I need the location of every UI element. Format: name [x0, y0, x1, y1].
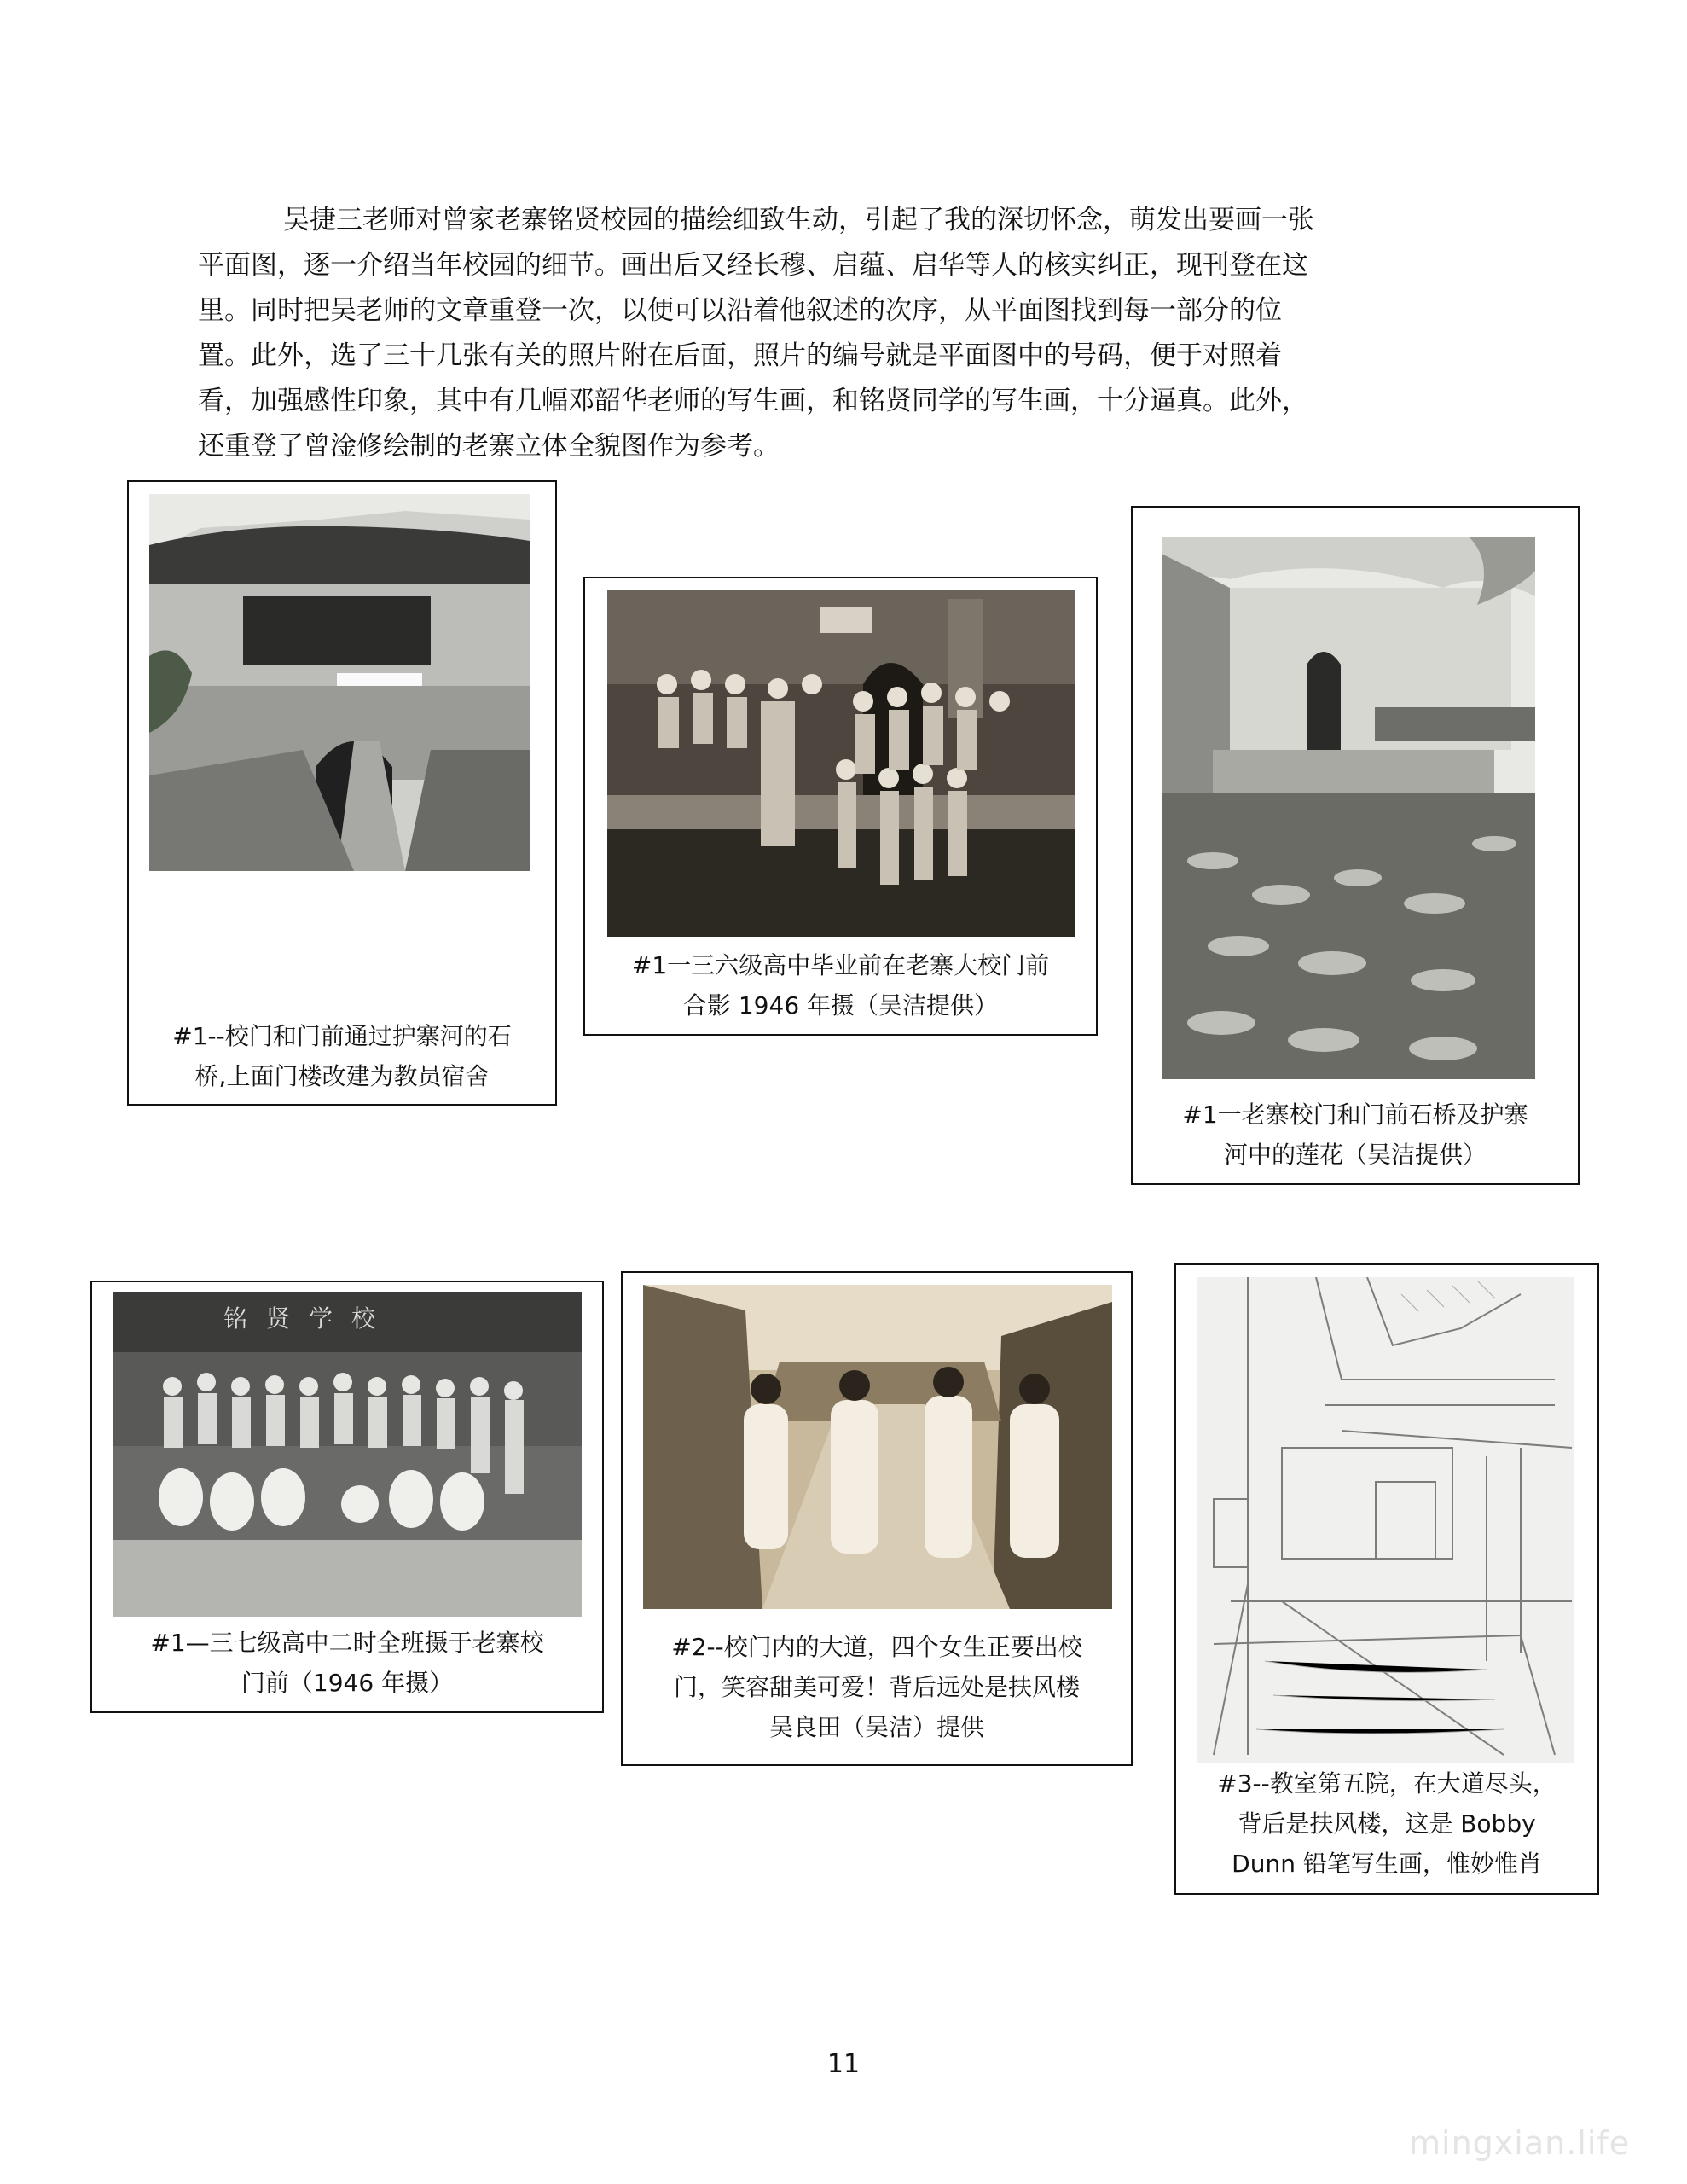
photo-card-sketch	[1174, 1263, 1599, 1895]
caption-line: #1一老寨校门和门前石桥及护寨	[1182, 1101, 1528, 1129]
intro-paragraph	[198, 198, 1477, 469]
caption-line: Dunn 铅笔写生画，惟妙惟肖	[1232, 1850, 1542, 1878]
photo-sketch	[1197, 1277, 1574, 1763]
intro-line: 平面图，逐一介绍当年校园的细节。画出后又经长穆、启蕴、启华等人的核实纠正，现刊登在这	[198, 250, 1308, 281]
photo-gate	[149, 494, 530, 871]
site-watermark: mingxian.life	[1409, 2124, 1631, 2162]
caption-line: #2--校门内的大道，四个女生正要出校	[671, 1633, 1082, 1661]
photo-card-four-girls	[621, 1271, 1133, 1766]
caption-line: 河中的莲花（吴洁提供）	[1223, 1141, 1487, 1169]
photo-card-lotus	[1131, 506, 1580, 1185]
caption-line: 合影 1946 年摄（吴洁提供）	[682, 991, 999, 1019]
caption-line: 桥,上面门楼改建为教员宿舍	[194, 1062, 490, 1090]
photo-card-gate	[127, 480, 557, 1106]
caption-line: 吴良田（吴洁）提供	[768, 1713, 984, 1741]
photo-caption	[1133, 1095, 1578, 1175]
photo-caption	[129, 1016, 555, 1096]
intro-line: 置。此外，选了三十几张有关的照片附在后面，照片的编号就是平面图中的号码，便于对照着	[198, 340, 1282, 371]
photo-card-class37	[90, 1281, 604, 1713]
photo-signboard: 铭贤学校	[223, 1304, 395, 1333]
caption-line: 背后是扶风楼，这是 Bobby	[1238, 1809, 1536, 1838]
page-number: 11	[826, 2049, 861, 2079]
photo-caption	[585, 945, 1096, 1025]
caption-line: #1--校门和门前通过护寨河的石	[172, 1022, 512, 1050]
caption-line: 门前（1946 年摄）	[241, 1669, 454, 1697]
photo-class37	[113, 1292, 582, 1617]
caption-line: #1—三七级高中二时全班摄于老寨校	[150, 1629, 544, 1657]
caption-line: #1一三六级高中毕业前在老寨大校门前	[631, 951, 1050, 979]
intro-line: 看，加强感性印象，其中有几幅邓韶华老师的写生画，和铭贤同学的写生画，十分逼真。此外，	[198, 386, 1308, 416]
photo-caption	[623, 1627, 1131, 1747]
caption-line: #3--教室第五院，在大道尽头，	[1217, 1769, 1557, 1798]
photo-caption	[92, 1623, 602, 1703]
intro-line: 里。同时把吴老师的文章重登一次，以便可以沿着他叙述的次序，从平面图找到每一部分的位	[198, 295, 1282, 326]
photo-lotus	[1162, 537, 1535, 1079]
photo-four-girls	[643, 1285, 1112, 1609]
photo-caption	[1176, 1763, 1597, 1884]
intro-line: 吴捷三老师对曾家老寨铭贤校园的描绘细致生动，引起了我的深切怀念，萌发出要画一张	[283, 205, 1314, 235]
caption-line: 门，笑容甜美可爱！背后远处是扶风楼	[673, 1673, 1080, 1701]
photo-class36	[607, 590, 1075, 937]
intro-line: 还重登了曾淦修绘制的老寨立体全貌图作为参考。	[198, 431, 780, 462]
photo-card-class36	[583, 577, 1098, 1036]
